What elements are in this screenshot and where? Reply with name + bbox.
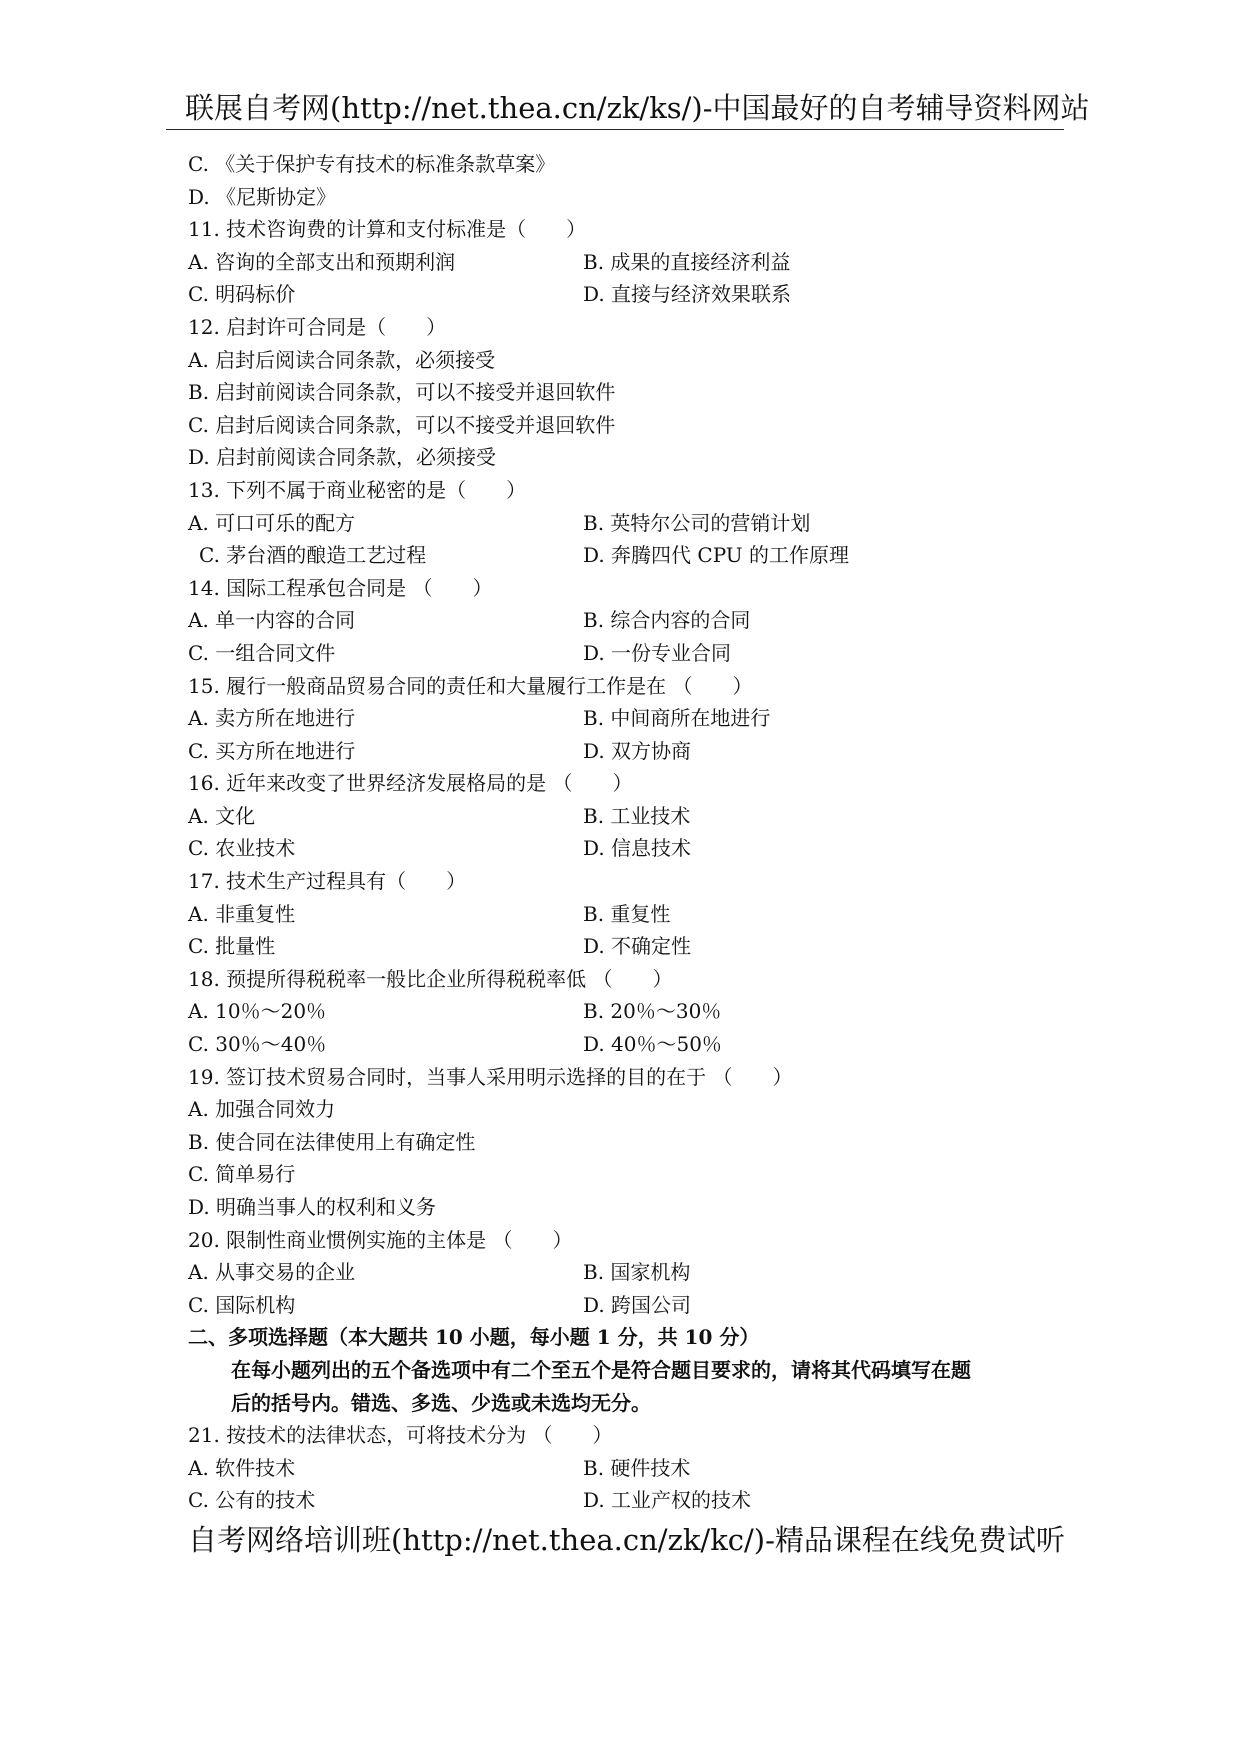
line-text-left: B. 启封前阅读合同条款，可以不接受并退回软件 bbox=[188, 380, 616, 405]
line-text-left: A. 可口可乐的配方 bbox=[188, 510, 356, 535]
line-text-right: B. 成果的直接经济利益 bbox=[583, 249, 791, 274]
line-text-left: 20. 限制性商业惯例实施的主体是 （ ） bbox=[188, 1227, 573, 1252]
line-text-left: A. 从事交易的企业 bbox=[188, 1260, 356, 1285]
line-text-left: C. 简单易行 bbox=[188, 1162, 296, 1187]
line-text-left: A. 10％～20％ bbox=[188, 999, 327, 1024]
text-line bbox=[188, 572, 1068, 605]
text-line bbox=[188, 181, 1068, 214]
line-text-left: C. 明码标价 bbox=[188, 282, 296, 307]
line-text-right: D. 工业产权的技术 bbox=[583, 1488, 752, 1513]
text-line bbox=[188, 246, 1068, 279]
line-text-left: 19. 签订技术贸易合同时，当事人采用明示选择的目的在于 （ ） bbox=[188, 1064, 793, 1089]
line-text-left: D. 明确当事人的权利和义务 bbox=[188, 1195, 437, 1219]
text-line bbox=[188, 278, 1068, 311]
text-line bbox=[188, 1093, 1068, 1126]
text-line bbox=[188, 213, 1068, 246]
text-line bbox=[188, 1354, 1068, 1387]
text-line bbox=[188, 311, 1068, 344]
text-line bbox=[188, 735, 1068, 768]
line-text-left: A. 非重复性 bbox=[188, 901, 296, 926]
line-text-left: A. 单一内容的合同 bbox=[188, 608, 356, 633]
line-text-left: 17. 技术生产过程具有（ ） bbox=[188, 869, 467, 894]
line-text-left: C. 买方所在地进行 bbox=[188, 738, 356, 763]
line-text-left: 14. 国际工程承包合同是 （ ） bbox=[188, 575, 493, 600]
exam-content bbox=[188, 148, 1068, 1517]
line-text-right: B. 重复性 bbox=[583, 901, 671, 926]
text-line bbox=[188, 1321, 1068, 1354]
line-text-right: D. 信息技术 bbox=[583, 836, 692, 861]
text-line bbox=[188, 1061, 1068, 1094]
line-text-left: 11. 技术咨询费的计算和支付标准是（ ） bbox=[188, 217, 587, 242]
text-line bbox=[188, 1387, 1068, 1420]
header-rule bbox=[166, 129, 1064, 130]
line-text-left: C. 30％～40％ bbox=[188, 1032, 327, 1057]
line-text-right: B. 国家机构 bbox=[583, 1260, 691, 1285]
text-line bbox=[188, 148, 1068, 181]
line-text-right: B. 20％～30％ bbox=[583, 999, 722, 1024]
line-text-left: C. 农业技术 bbox=[188, 836, 296, 861]
text-line bbox=[188, 800, 1068, 833]
line-text-left: C. 公有的技术 bbox=[188, 1488, 316, 1513]
line-text-right: B. 硬件技术 bbox=[583, 1455, 691, 1480]
text-line bbox=[188, 507, 1068, 540]
line-text-left: C. 国际机构 bbox=[188, 1292, 296, 1317]
line-text-left: A. 软件技术 bbox=[188, 1455, 296, 1480]
text-line bbox=[188, 930, 1068, 963]
text-line bbox=[188, 1028, 1068, 1061]
text-line bbox=[188, 1452, 1068, 1485]
page-header: 联展自考网(http://net.thea.cn/zk/ks/)-中国最好的自考辅导资料网站 bbox=[185, 91, 1090, 125]
text-line bbox=[188, 702, 1068, 735]
text-line bbox=[188, 539, 1068, 572]
text-line bbox=[188, 670, 1068, 703]
line-text-left: 16. 近年来改变了世界经济发展格局的是 （ ） bbox=[188, 771, 633, 796]
text-line bbox=[188, 963, 1068, 996]
line-text-right: D. 40％～50％ bbox=[583, 1032, 722, 1057]
line-text-right: B. 综合内容的合同 bbox=[583, 608, 751, 633]
line-text-right: B. 英特尔公司的营销计划 bbox=[583, 510, 811, 535]
page-footer: 自考网络培训班(http://net.thea.cn/zk/kc/)-精品课程在线免费试听 bbox=[188, 1523, 1065, 1557]
text-line bbox=[188, 1224, 1068, 1257]
text-line bbox=[188, 1126, 1068, 1159]
line-text-left: 12. 启封许可合同是（ ） bbox=[188, 314, 447, 339]
line-text-left: 在每小题列出的五个备选项中有二个至五个是符合题目要求的，请将其代码填写在题 bbox=[231, 1357, 971, 1382]
line-text-left: 13. 下列不属于商业秘密的是（ ） bbox=[188, 477, 527, 502]
line-text-left: C. 一组合同文件 bbox=[188, 640, 336, 665]
line-text-left: A. 咨询的全部支出和预期利润 bbox=[188, 249, 456, 274]
text-line bbox=[188, 1191, 1068, 1224]
line-text-right: D. 双方协商 bbox=[583, 738, 692, 763]
line-text-left: A. 卖方所在地进行 bbox=[188, 706, 356, 731]
line-text-left: 18. 预提所得税税率一般比企业所得税税率低 （ ） bbox=[188, 966, 673, 991]
line-text-left: 15. 履行一般商品贸易合同的责任和大量履行工作是在 （ ） bbox=[188, 673, 753, 698]
text-line bbox=[188, 604, 1068, 637]
text-line bbox=[188, 1256, 1068, 1289]
line-text-left: 二、多项选择题（本大题共 10 小题，每小题 1 分，共 10 分） bbox=[188, 1325, 760, 1350]
line-text-right: D. 一份专业合同 bbox=[583, 640, 732, 665]
text-line bbox=[188, 865, 1068, 898]
line-text-left: A. 文化 bbox=[188, 803, 256, 828]
text-line bbox=[188, 995, 1068, 1028]
line-text-right: B. 中间商所在地进行 bbox=[583, 706, 771, 731]
text-line bbox=[188, 409, 1068, 442]
line-text-left: A. 加强合同效力 bbox=[188, 1097, 336, 1122]
text-line bbox=[188, 832, 1068, 865]
line-text-left: D. 《尼斯协定》 bbox=[188, 184, 337, 209]
text-line bbox=[188, 767, 1068, 800]
line-text-left: C. 茅台酒的酿造工艺过程 bbox=[199, 543, 427, 568]
line-text-left: B. 使合同在法律使用上有确定性 bbox=[188, 1129, 476, 1154]
line-text-left: C. 《关于保护专有技术的标准条款草案》 bbox=[188, 152, 556, 176]
line-text-right: D. 跨国公司 bbox=[583, 1292, 692, 1317]
line-text-left: D. 启封前阅读合同条款，必须接受 bbox=[188, 445, 497, 470]
text-line bbox=[188, 376, 1068, 409]
line-text-left: 21. 按技术的法律状态，可将技术分为 （ ） bbox=[188, 1423, 613, 1448]
line-text-right: D. 直接与经济效果联系 bbox=[583, 282, 792, 307]
text-line bbox=[188, 344, 1068, 377]
text-line bbox=[188, 1158, 1068, 1191]
line-text-left: 后的括号内。错选、多选、少选或未选均无分。 bbox=[231, 1390, 651, 1415]
text-line bbox=[188, 474, 1068, 507]
line-text-right: D. 不确定性 bbox=[583, 934, 692, 959]
text-line bbox=[188, 441, 1068, 474]
text-line bbox=[188, 898, 1068, 931]
line-text-right: B. 工业技术 bbox=[583, 803, 691, 828]
text-line bbox=[188, 1419, 1068, 1452]
line-text-right: D. 奔腾四代 CPU 的工作原理 bbox=[583, 543, 850, 568]
text-line bbox=[188, 1289, 1068, 1322]
line-text-left: C. 启封后阅读合同条款，可以不接受并退回软件 bbox=[188, 412, 616, 437]
text-line bbox=[188, 1484, 1068, 1517]
line-text-left: C. 批量性 bbox=[188, 934, 276, 959]
text-line bbox=[188, 637, 1068, 670]
line-text-left: A. 启封后阅读合同条款，必须接受 bbox=[188, 347, 496, 372]
